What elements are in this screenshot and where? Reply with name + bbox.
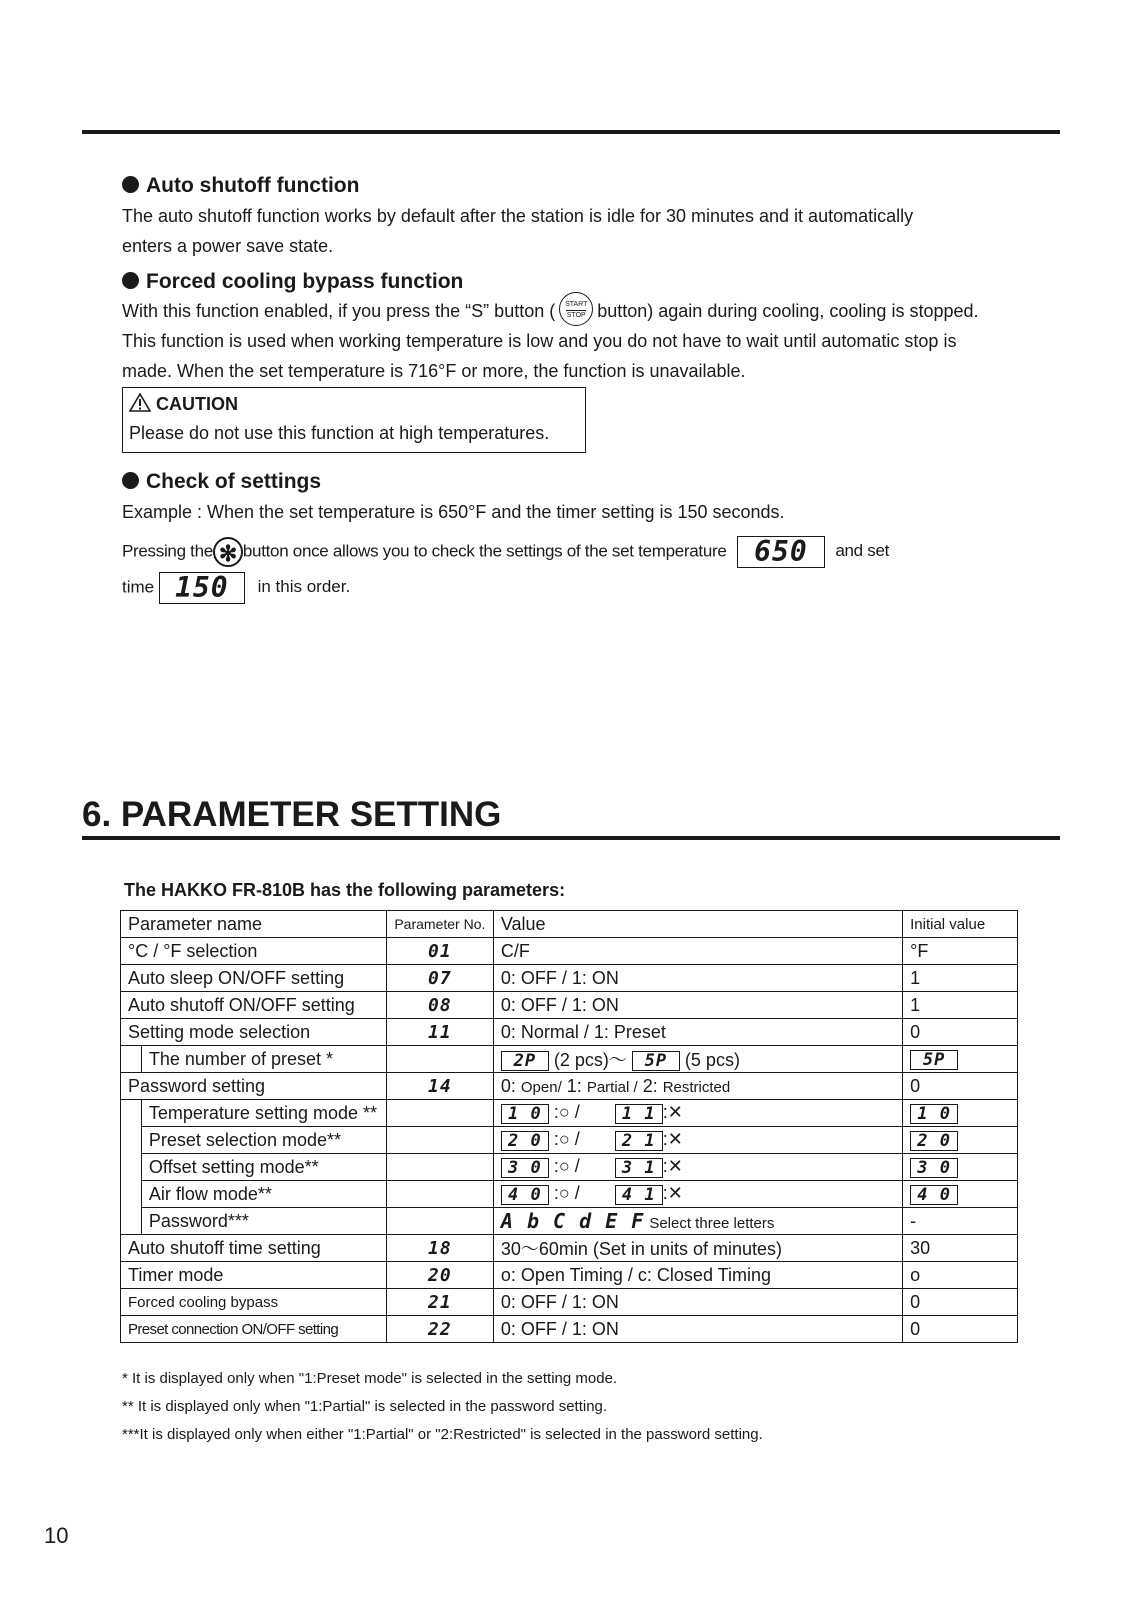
caution-title bbox=[129, 393, 238, 415]
bullet-icon bbox=[122, 176, 139, 193]
param-value: 0: OFF / 1: ON bbox=[493, 992, 902, 1019]
text: button) again during cooling, cooling is stopped. bbox=[597, 301, 979, 321]
param-name: Offset setting mode** bbox=[141, 1154, 386, 1181]
param-name: Auto sleep ON/OFF setting bbox=[121, 965, 387, 992]
param-no: 14 bbox=[386, 1073, 493, 1100]
allowed-symbol: :○ / bbox=[553, 1183, 580, 1204]
caution-body: Please do not use this function at high temperatures. bbox=[129, 423, 550, 443]
start-label: START bbox=[565, 301, 588, 309]
param-value: o: Open Timing / c: Closed Timing bbox=[493, 1262, 902, 1289]
para-auto-shutoff bbox=[122, 201, 913, 261]
table-row bbox=[121, 992, 1018, 1019]
param-name: Password setting bbox=[121, 1073, 387, 1100]
table-row bbox=[121, 1181, 1018, 1208]
param-value: 0: OFF / 1: ON bbox=[493, 965, 902, 992]
text: Partial / bbox=[586, 1078, 638, 1096]
text: 0: bbox=[500, 1075, 516, 1096]
table-row bbox=[121, 1262, 1018, 1289]
param-initial: 0 bbox=[903, 1316, 1018, 1343]
param-initial bbox=[903, 1181, 1018, 1208]
param-name: Timer mode bbox=[121, 1262, 387, 1289]
warning-icon bbox=[129, 393, 151, 412]
allowed-symbol: :○ / bbox=[553, 1129, 580, 1150]
lcd-box: 4 0 bbox=[501, 1185, 549, 1205]
param-initial: 0 bbox=[903, 1019, 1018, 1046]
heading-forced-cooling bbox=[122, 270, 463, 294]
denied-symbol: :✕ bbox=[662, 1156, 683, 1177]
text: (5 pcs) bbox=[684, 1050, 740, 1070]
param-name: °C / °F selection bbox=[121, 938, 387, 965]
parameter-table bbox=[120, 910, 1018, 1343]
heading-text: Auto shutoff function bbox=[146, 174, 360, 197]
lcd-box: 2 0 bbox=[501, 1131, 549, 1151]
param-name: Auto shutoff ON/OFF setting bbox=[121, 992, 387, 1019]
param-value bbox=[493, 1208, 902, 1235]
lcd-box: 3 0 bbox=[910, 1158, 958, 1178]
param-value bbox=[493, 1073, 902, 1100]
password-letters: A b C d E F bbox=[500, 1209, 645, 1233]
text: Pressing the bbox=[122, 541, 213, 561]
text-line: enters a power save state. bbox=[122, 236, 334, 256]
lcd-box: 1 1 bbox=[615, 1104, 663, 1124]
param-initial: 0 bbox=[903, 1289, 1018, 1316]
text: time bbox=[122, 577, 155, 597]
param-value: 0: OFF / 1: ON bbox=[493, 1289, 902, 1316]
lcd-box: 5P bbox=[632, 1051, 680, 1071]
param-value bbox=[493, 1181, 902, 1208]
table-row bbox=[121, 1046, 1018, 1073]
caution-box bbox=[122, 387, 586, 453]
denied-symbol: :✕ bbox=[662, 1129, 683, 1150]
param-initial: 1 bbox=[903, 992, 1018, 1019]
lcd-box: 5P bbox=[910, 1050, 958, 1070]
heading-auto-shutoff bbox=[122, 174, 359, 198]
text: With this function enabled, if you press the “S” button ( bbox=[122, 301, 556, 321]
param-value bbox=[493, 1100, 902, 1127]
header-no: Parameter No. bbox=[386, 911, 493, 938]
heading-text: Check of settings bbox=[146, 470, 322, 493]
param-value: 30～60min (Set in units of minutes) bbox=[493, 1235, 902, 1262]
text: and set bbox=[835, 541, 890, 561]
para-forced-cooling bbox=[122, 296, 979, 386]
table-row bbox=[121, 1289, 1018, 1316]
param-name: Password*** bbox=[141, 1208, 386, 1235]
param-name: Air flow mode** bbox=[141, 1181, 386, 1208]
param-no: 07 bbox=[386, 965, 493, 992]
param-initial: °F bbox=[903, 938, 1018, 965]
param-initial: 30 bbox=[903, 1235, 1018, 1262]
temperature-display: 650 bbox=[737, 536, 825, 568]
param-value bbox=[493, 1127, 902, 1154]
lcd-box: 1 0 bbox=[910, 1104, 958, 1124]
text-line bbox=[122, 296, 979, 326]
lcd-box: 3 0 bbox=[501, 1158, 549, 1178]
lcd-box: 2 0 bbox=[910, 1131, 958, 1151]
table-caption: The HAKKO FR-810B has the following parameters: bbox=[124, 880, 566, 900]
lcd-box: 2P bbox=[501, 1051, 549, 1071]
allowed-symbol: :○ / bbox=[553, 1102, 580, 1123]
text: Select three letters bbox=[649, 1215, 775, 1232]
param-name: Auto shutoff time setting bbox=[121, 1235, 387, 1262]
start-stop-button-icon bbox=[559, 292, 593, 326]
example-text: Example : When the set temperature is 650°F and the timer setting is 150 seconds. bbox=[122, 502, 785, 522]
text-line: This function is used when working temperature is low and you do not have to wait until automatic stop is bbox=[122, 331, 957, 352]
table-row bbox=[121, 1127, 1018, 1154]
text-line: made. When the set temperature is 716°F or more, the function is unavailable. bbox=[122, 361, 746, 382]
bullet-icon bbox=[122, 272, 139, 289]
asterisk-button-icon: ✻ bbox=[213, 537, 243, 567]
table-row bbox=[121, 938, 1018, 965]
table-row bbox=[121, 1208, 1018, 1235]
param-initial: - bbox=[903, 1208, 1018, 1235]
param-value bbox=[493, 1154, 902, 1181]
lcd-box: 4 0 bbox=[910, 1185, 958, 1205]
page-number: 10 bbox=[44, 1523, 69, 1548]
param-no: 08 bbox=[386, 992, 493, 1019]
param-initial bbox=[903, 1100, 1018, 1127]
param-name: Temperature setting mode ** bbox=[141, 1100, 386, 1127]
section-title: 6. PARAMETER SETTING bbox=[82, 795, 502, 834]
param-initial: 0 bbox=[903, 1073, 1018, 1100]
param-name: Forced cooling bypass bbox=[121, 1289, 387, 1316]
time-display: 150 bbox=[159, 572, 245, 604]
param-value bbox=[493, 1046, 902, 1073]
denied-symbol: :✕ bbox=[662, 1102, 683, 1123]
text: 2: bbox=[642, 1075, 658, 1096]
text: Restricted bbox=[662, 1078, 731, 1096]
table-row bbox=[121, 965, 1018, 992]
table-header-row bbox=[121, 911, 1018, 938]
text: 1: bbox=[566, 1075, 582, 1096]
header-value: Value bbox=[493, 911, 902, 938]
param-no: 21 bbox=[386, 1289, 493, 1316]
text: button once allows you to check the settings of the set temperature bbox=[242, 541, 727, 561]
param-no: 22 bbox=[386, 1316, 493, 1343]
lcd-box: 4 1 bbox=[615, 1185, 663, 1205]
table-row bbox=[121, 1154, 1018, 1181]
text: Open/ bbox=[520, 1078, 562, 1096]
param-value: C/F bbox=[493, 938, 902, 965]
param-name: Setting mode selection bbox=[121, 1019, 387, 1046]
param-initial bbox=[903, 1154, 1018, 1181]
heading-text: Forced cooling bypass function bbox=[146, 270, 464, 293]
param-name: The number of preset * bbox=[141, 1046, 386, 1073]
heading-check-settings bbox=[122, 470, 321, 494]
lcd-box: 3 1 bbox=[615, 1158, 663, 1178]
text-line: The auto shutoff function works by default after the station is idle for 30 minutes and it automatically bbox=[122, 206, 914, 226]
table-row bbox=[121, 1019, 1018, 1046]
top-rule bbox=[82, 130, 1060, 134]
param-no: 01 bbox=[386, 938, 493, 965]
param-name: Preset connection ON/OFF setting bbox=[121, 1316, 387, 1343]
text: (2 pcs)～ bbox=[553, 1050, 627, 1070]
bullet-icon bbox=[122, 472, 139, 489]
allowed-symbol: :○ / bbox=[553, 1156, 580, 1177]
footnote: ** It is displayed only when "1:Partial" is selected in the password setting. bbox=[122, 1398, 608, 1415]
table-row bbox=[121, 1316, 1018, 1343]
stop-label: STOP bbox=[566, 312, 586, 320]
footnote: ***It is displayed only when either "1:Partial" or "2:Restricted" is selected in the password setting. bbox=[122, 1426, 763, 1443]
param-initial bbox=[903, 1127, 1018, 1154]
param-no: 18 bbox=[386, 1235, 493, 1262]
denied-symbol: :✕ bbox=[662, 1183, 683, 1204]
check-line-1 bbox=[122, 536, 889, 568]
param-value: 0: OFF / 1: ON bbox=[493, 1316, 902, 1343]
text: in this order. bbox=[257, 577, 351, 597]
caution-title-text: CAUTION bbox=[156, 394, 238, 414]
table-row bbox=[121, 1235, 1018, 1262]
param-no: 20 bbox=[386, 1262, 493, 1289]
section-rule bbox=[82, 836, 1060, 840]
header-initial: Initial value bbox=[903, 911, 1018, 938]
header-name: Parameter name bbox=[121, 911, 387, 938]
param-value: 0: Normal / 1: Preset bbox=[493, 1019, 902, 1046]
check-line-2 bbox=[122, 572, 350, 604]
param-initial: 1 bbox=[903, 965, 1018, 992]
footnote: * It is displayed only when "1:Preset mode" is selected in the setting mode. bbox=[122, 1370, 618, 1387]
table-row bbox=[121, 1100, 1018, 1127]
lcd-box: 2 1 bbox=[615, 1131, 663, 1151]
lcd-box: 1 0 bbox=[501, 1104, 549, 1124]
param-initial bbox=[903, 1046, 1018, 1073]
table-row bbox=[121, 1073, 1018, 1100]
param-initial: o bbox=[903, 1262, 1018, 1289]
param-name: Preset selection mode** bbox=[141, 1127, 386, 1154]
param-no: 11 bbox=[386, 1019, 493, 1046]
